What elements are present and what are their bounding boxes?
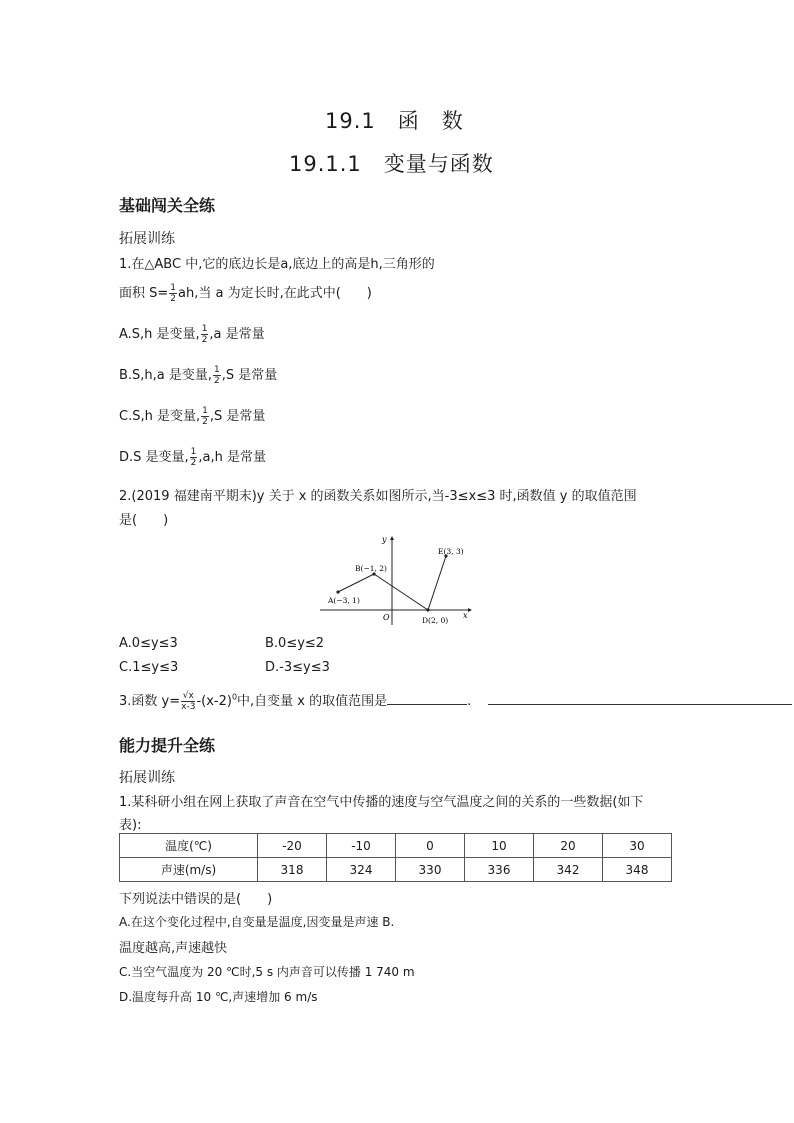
table-cell: 30	[603, 834, 672, 858]
table-row	[120, 834, 672, 858]
table-cell: 348	[603, 858, 672, 882]
q1-option-a[interactable]: A.S,h 是变量, $\frac{1}{2}$ ,a 是常量	[119, 324, 265, 345]
q1-stem-line1: 1.在△ABC 中,它的底边长是a,底边上的高是h,三角形的	[119, 257, 435, 272]
adv-q1-question: 下列说法中错误的是( )	[119, 892, 273, 907]
y-axis-arrow	[390, 536, 394, 540]
chapter-title: 19.1 函 数	[325, 109, 464, 133]
section-heading-advanced: 能力提升全练	[119, 736, 216, 755]
table-cell: 336	[465, 858, 534, 882]
table-cell: 20	[534, 834, 603, 858]
section-heading-basic: 基础闯关全练	[119, 196, 216, 215]
section-title: 19.1.1 变量与函数	[289, 152, 494, 176]
table-row	[120, 858, 672, 882]
adv-q1-option-b[interactable]: 温度越高,声速越快	[119, 941, 228, 956]
point-label-d: D(2, 0)	[422, 616, 449, 625]
q2-stem-line1: 2.(2019 福建南平期末)y 关于 x 的函数关系如图所示,当-3≤x≤3 时,函数值 y 的取值范围	[119, 489, 637, 504]
fraction: $\frac{1}{2}$	[202, 406, 208, 427]
table-cell: 318	[258, 858, 327, 882]
table-cell: 0	[396, 834, 465, 858]
adv-q1-stem-line1: 1.某科研小组在网上获取了声音在空气中传播的速度与空气温度之间的关系的一些数据(如下	[119, 795, 644, 810]
q2-option-c[interactable]: C.1≤y≤3	[119, 660, 179, 675]
table-cell: 342	[534, 858, 603, 882]
adv-q1-option-a[interactable]: A.在这个变化过程中,自变量是温度,因变量是声速 B.	[119, 915, 395, 929]
answer-blank[interactable]	[387, 692, 467, 705]
function-graph	[320, 530, 480, 630]
x-axis-arrow	[468, 608, 472, 612]
adv-q1-option-d[interactable]: D.温度每升高 10 ℃,声速增加 6 m/s	[119, 990, 318, 1004]
graph-point-d	[426, 608, 429, 611]
fraction: $\frac{1}{2}$	[214, 365, 220, 386]
table-header-speed: 声速(m/s)	[120, 858, 258, 882]
graph-point-a	[336, 590, 339, 593]
adv-q1-option-c[interactable]: C.当空气温度为 20 ℃时,5 s 内声音可以传播 1 740 m	[119, 965, 415, 979]
y-axis-label: y	[382, 535, 387, 544]
q1-option-d[interactable]: D.S 是变量, $\frac{1}{2}$ ,a,h 是常量	[119, 447, 267, 468]
table-cell: 324	[327, 858, 396, 882]
q2-option-a[interactable]: A.0≤y≤3	[119, 636, 178, 651]
fraction: $\frac{1}{2}$	[201, 324, 208, 345]
point-label-b: B(−1, 2)	[355, 564, 387, 573]
point-label-a: A(−3, 1)	[328, 596, 360, 605]
point-label-e: E(3, 3)	[438, 547, 464, 556]
q2-option-d[interactable]: D.-3≤y≤3	[265, 660, 330, 675]
q2-stem-line2: 是( )	[119, 513, 169, 528]
fraction: $\frac{1}{2}$	[190, 447, 197, 468]
table-cell: -10	[327, 834, 396, 858]
subheading-practice-2: 拓展训练	[119, 770, 175, 786]
x-axis-label: x	[463, 611, 468, 620]
fraction: $\frac{√x}{x-3}$	[181, 691, 196, 712]
subheading-practice: 拓展训练	[119, 231, 175, 247]
data-table	[119, 833, 672, 882]
q1-option-b[interactable]: B.S,h,a 是变量, $\frac{1}{2}$ ,S 是常量	[119, 365, 278, 386]
adv-q1-stem-line2: 表):	[119, 818, 142, 833]
table-cell: 10	[465, 834, 534, 858]
q1-stem-line2: 面积 S= $\frac{1}{2}$ ah,当 a 为定长时,在此式中( )	[119, 283, 372, 304]
table-cell: 330	[396, 858, 465, 882]
q1-option-c[interactable]: C.S,h 是变量, $\frac{1}{2}$ ,S 是常量	[119, 406, 266, 427]
fraction: $\frac{1}{2}$	[170, 283, 177, 304]
answer-line	[488, 704, 792, 705]
origin-label: O	[383, 613, 390, 622]
q2-option-b[interactable]: B.0≤y≤2	[265, 636, 325, 651]
table-header-temperature: 温度(℃)	[120, 834, 258, 858]
table-cell: -20	[258, 834, 327, 858]
q3-stem: 3.函数 y= $\frac{√x}{x-3}$ $-(x-2)^0$中,自变量 x 的取值范围是 .	[119, 691, 472, 712]
